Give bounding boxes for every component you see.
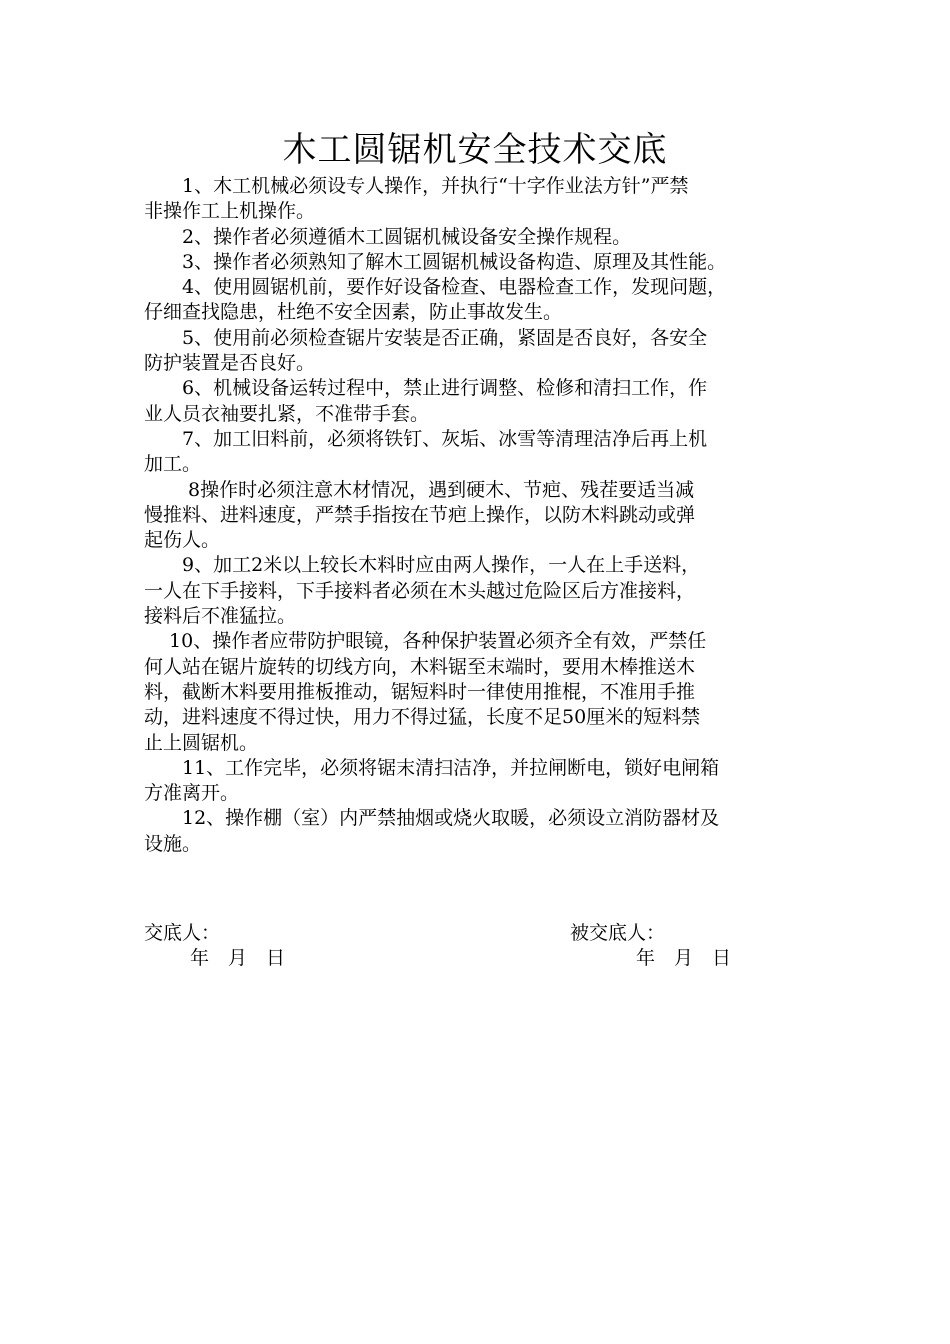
paragraph-line: 加工。 xyxy=(144,453,202,476)
paragraph-line: 接料后不准猛拉。 xyxy=(144,605,297,628)
paragraph xyxy=(144,806,824,857)
paragraph-line: 2、操作者必须遵循木工圆锯机械设备安全操作规程。 xyxy=(144,225,632,248)
paragraph-line: 一人在下手接料，下手接料者必须在木头越过危险区后方准接料， xyxy=(144,579,696,602)
paragraph xyxy=(144,174,824,225)
paragraph-line: 4、使用圆锯机前，要作好设备检查、电器检查工作，发现问题， xyxy=(144,276,727,299)
paragraph-line: 10、操作者应带防护眼镜，各种保护装置必须齐全有效，严禁任 xyxy=(144,630,707,653)
paragraph-line: 方准离开。 xyxy=(144,782,240,805)
sign-left-label: 交底人： xyxy=(144,922,221,944)
paragraph-line: 何人站在锯片旋转的切线方向，木料锯至末端时，要用木棒推送木 xyxy=(144,655,696,678)
paragraph-line: 料，截断木料要用推板推动，锯短料时一律使用推棍，不准用手推 xyxy=(144,680,696,703)
paragraph xyxy=(144,427,824,478)
document-body xyxy=(144,174,824,857)
paragraph xyxy=(144,326,824,377)
paragraph-line: 3、操作者必须熟知了解木工圆锯机械设备构造、原理及其性能。 xyxy=(144,250,727,273)
sign-left-date: 年 月 日 xyxy=(190,947,286,969)
paragraph-line: 8操作时必须注意木材情况，遇到硬木、节疤、残茬要适当减 xyxy=(144,478,695,501)
paragraph-line: 12、操作棚（室）内严禁抽烟或烧火取暖，必须设立消防器材及 xyxy=(144,807,720,830)
paragraph xyxy=(144,553,824,629)
paragraph xyxy=(144,225,824,250)
paragraph xyxy=(144,250,824,275)
paragraph xyxy=(144,376,824,427)
paragraph-line: 慢推料、进料速度，严禁手指按在节疤上操作，以防木料跳动或弹 xyxy=(144,503,696,526)
paragraph-line: 起伤人。 xyxy=(144,529,221,552)
paragraph-line: 1、木工机械必须设专人操作，并执行“十字作业法方针”严禁 xyxy=(144,175,689,197)
sign-right-date: 年 月 日 xyxy=(636,947,732,969)
paragraph-line: 动，进料速度不得过快，用力不得过猛，长度不足50厘米的短料禁 xyxy=(144,706,701,729)
paragraph-line: 6、机械设备运转过程中，禁止进行调整、检修和清扫工作，作 xyxy=(144,377,708,400)
paragraph-line: 非操作工上机操作。 xyxy=(144,200,316,223)
paragraph-line: 11、工作完毕，必须将锯末清扫洁净，并拉闸断电，锁好电闸箱 xyxy=(144,756,720,779)
sign-right-label: 被交底人： xyxy=(570,922,666,944)
paragraph-line: 9、加工2米以上较长木料时应由两人操作，一人在上手送料， xyxy=(144,554,701,577)
paragraph-line: 仔细查找隐患，杜绝不安全因素，防止事故发生。 xyxy=(144,301,563,324)
paragraph xyxy=(144,275,824,326)
paragraph-line: 业人员衣袖要扎紧，不准带手套。 xyxy=(144,402,430,425)
paragraph-line: 设施。 xyxy=(144,832,202,855)
paragraph xyxy=(144,478,824,554)
paragraph-line: 防护装置是否良好。 xyxy=(144,352,316,375)
paragraph-line: 5、使用前必须检查锯片安装是否正确，紧固是否良好，各安全 xyxy=(144,326,708,349)
paragraph xyxy=(144,756,824,807)
document-title: 木工圆锯机安全技术交底 xyxy=(282,130,668,170)
paragraph-line: 止上圆锯机。 xyxy=(144,731,259,754)
paragraph-line: 7、加工旧料前，必须将铁钉、灰垢、冰雪等清理洁净后再上机 xyxy=(144,427,708,450)
paragraph xyxy=(144,629,824,755)
